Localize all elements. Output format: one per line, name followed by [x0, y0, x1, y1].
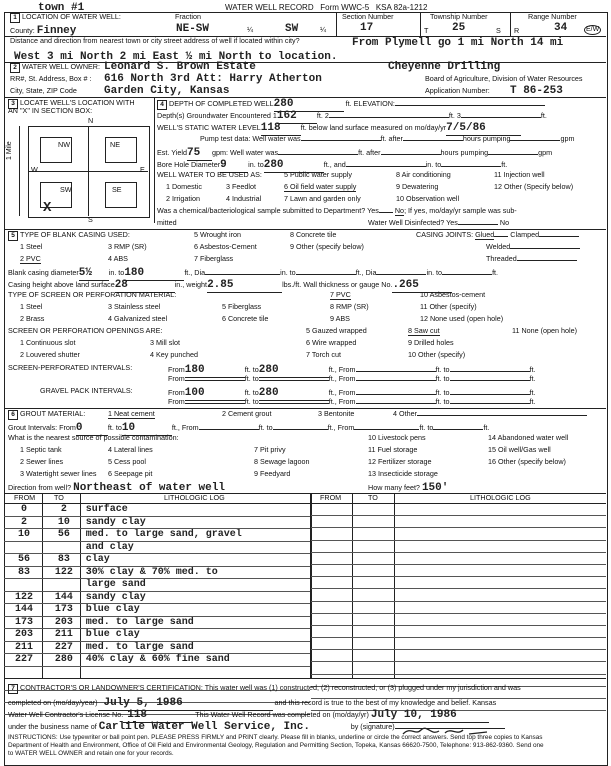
log-cell-from[interactable]: 10	[4, 529, 44, 542]
table-row	[311, 638, 606, 650]
north-label: N	[88, 116, 94, 125]
log-cell-from[interactable]	[311, 504, 355, 516]
log-cell-to[interactable]	[355, 589, 400, 601]
contam-fertilizer[interactable]: 12 Fertilizer storage	[368, 457, 432, 466]
log-cell-litho[interactable]: 30% clay & 70% med. to	[84, 566, 310, 579]
grout-bentonite[interactable]: 3 Bentonite	[318, 409, 355, 418]
log-cell-from[interactable]: 203	[4, 629, 44, 642]
table-row	[311, 662, 606, 674]
log-cell-from[interactable]	[4, 541, 44, 554]
log-cell-from[interactable]	[311, 552, 355, 564]
contam-lateral[interactable]: 4 Lateral lines	[108, 445, 153, 454]
contam-seepage[interactable]: 6 Seepage pit	[108, 469, 153, 478]
contam-livestock[interactable]: 10 Livestock pens	[368, 433, 426, 442]
table-row	[4, 641, 310, 654]
log-cell-litho[interactable]	[84, 666, 310, 678]
log-cell-to[interactable]: 2	[44, 504, 84, 516]
t-label: T	[424, 26, 429, 35]
log-cell-from[interactable]	[311, 650, 355, 662]
section-label: Section Number	[342, 12, 394, 21]
ne-label: NE	[110, 140, 120, 149]
grout-neat[interactable]: 1 Neat cement	[108, 409, 155, 418]
distance-label: Distance and direction from nearest town or city street address of well if located within city?	[10, 36, 300, 45]
screen-steel[interactable]: 1 Steel	[20, 302, 43, 311]
open-mill[interactable]: 3 Mill slot	[150, 338, 180, 347]
casing-steel[interactable]: 1 Steel	[20, 242, 43, 251]
use-label: WELL WATER TO BE USED AS:	[157, 170, 262, 179]
se-label: SE	[112, 185, 122, 194]
table-row	[311, 516, 606, 528]
well-mark: X	[43, 200, 52, 216]
table-row	[311, 589, 606, 601]
casing-pvc[interactable]: 2 PVC	[20, 254, 41, 263]
static-level-row: WELL'S STATIC WATER LEVEL118 ft. below land surface measured on mo/day/yr7/5/86	[157, 122, 521, 136]
instructions-1: INSTRUCTIONS: Use typewriter or ball point pen. PLEASE PRESS FIRMLY and PRINT clearly. Please fill in blanks, underline or circle the correct answers. Send top three copies to Kansas	[8, 734, 543, 741]
use-industrial[interactable]: 4 Industrial	[226, 194, 262, 203]
table-row	[4, 666, 310, 678]
open-continuous[interactable]: 1 Continuous slot	[20, 338, 76, 347]
use-observation[interactable]: 10 Observation well	[396, 194, 460, 203]
log-cell-from[interactable]	[311, 638, 355, 650]
log-cell-litho[interactable]	[399, 662, 606, 674]
sw-label: SW	[60, 185, 72, 194]
east-label: E	[140, 165, 145, 174]
log-cell-to[interactable]	[355, 528, 400, 540]
casing-concrete[interactable]: 8 Concrete tile	[290, 230, 337, 239]
table-row	[311, 577, 606, 589]
log-cell-from[interactable]	[311, 516, 355, 528]
nw-label: NW	[58, 140, 70, 149]
cert-completed: completed on (mo/day/year) July 5, 1986 and this record is true to the best of my knowledge and belief. Kansas	[8, 697, 497, 709]
screen-other[interactable]: 11 Other (specify)	[420, 302, 477, 311]
log-cell-from[interactable]: 0	[4, 504, 44, 516]
s-label: S	[496, 26, 501, 35]
top-field: town #1	[38, 2, 85, 14]
casing-wrought[interactable]: 5 Wrought iron	[194, 230, 242, 239]
screen-fiberglass[interactable]: 5 Fiberglass	[222, 302, 262, 311]
signature[interactable]	[395, 728, 505, 729]
log-cell-to[interactable]	[355, 650, 400, 662]
quarter-2: ¼	[320, 25, 326, 34]
open-drilled[interactable]: 9 Drilled holes	[408, 338, 454, 347]
screen-pvc[interactable]: 7 PVC	[330, 290, 351, 299]
application-value[interactable]: T 86-253	[510, 85, 563, 97]
city-label: City, State, ZIP Code	[10, 86, 77, 95]
log-cell-to[interactable]: 10	[44, 516, 84, 529]
use-other[interactable]: 12 Other (Specify below)	[494, 182, 574, 191]
log-cell-from[interactable]	[4, 666, 44, 678]
contam-oil-gas[interactable]: 15 Oil well/Gas well	[488, 445, 551, 454]
address-value[interactable]: 616 North 3rd Att: Harry Atherton	[104, 73, 322, 85]
log-cell-litho[interactable]	[399, 528, 606, 540]
log-cell-litho[interactable]: clay	[84, 554, 310, 567]
contam-abandoned[interactable]: 14 Abandoned water well	[488, 433, 569, 442]
yield-row: Est. Yield75 gpm: Well water was ft. after hours pumping gpm	[157, 147, 553, 159]
contam-other[interactable]: 16 Other (specify below)	[488, 457, 566, 466]
township-value[interactable]: 25	[452, 22, 466, 34]
casing-other[interactable]: 9 Other (specify below)	[290, 242, 364, 251]
contam-fuel[interactable]: 11 Fuel storage	[368, 445, 418, 454]
log-cell-to[interactable]	[355, 577, 400, 589]
log-cell-to[interactable]	[355, 662, 400, 674]
log-table-2	[311, 504, 606, 711]
address-label: RR#, St. Address, Box # :	[10, 74, 92, 83]
contam-label: What is the nearest source of possible contamination:	[8, 433, 179, 442]
log-cell-from[interactable]	[311, 528, 355, 540]
table-row	[311, 528, 606, 540]
log-cell-to[interactable]	[44, 579, 84, 592]
log-cell-litho[interactable]	[399, 589, 606, 601]
instructions-2: Department of Health and Environment, Office of Oil Field and Environmental Geology, Regulation and Permitting Section, Topeka, Kansas 66620-7500, Telephone: 913-862-9360. Send one	[8, 742, 544, 749]
township-label: Township Number	[430, 12, 488, 21]
log-cell-to[interactable]	[355, 564, 400, 576]
log-cell-to[interactable]	[44, 541, 84, 554]
use-dewatering[interactable]: 9 Dewatering	[396, 182, 439, 191]
lithologic-log	[4, 494, 606, 678]
table-row	[4, 504, 310, 516]
table-row	[4, 604, 310, 617]
board-label: Board of Agriculture, Division of Water Resources	[425, 74, 583, 83]
log-cell-from[interactable]: 211	[4, 641, 44, 654]
disinfected-row: Water Well Disinfected? Yes No	[368, 218, 510, 227]
log-cell-to[interactable]	[355, 625, 400, 637]
joints-welded[interactable]: Welded	[486, 243, 580, 251]
distance-value-1[interactable]: From Plymell go 1 mi North 14 mi	[352, 37, 564, 49]
direction-row: Direction from well? Northeast of water well	[8, 482, 225, 494]
use-injection[interactable]: 11 Injection well	[494, 170, 545, 179]
log-cell-litho[interactable]	[399, 504, 606, 516]
table-row	[4, 541, 310, 554]
gravel-row-1: From100 ft. to280 ft., From ft. to ft.	[168, 387, 536, 399]
log-from-header: FROM	[14, 493, 36, 502]
use-domestic[interactable]: 1 Domestic	[166, 182, 202, 191]
table-row	[4, 591, 310, 604]
log-cell-to[interactable]: 122	[44, 566, 84, 579]
table-row	[311, 564, 606, 576]
log-cell-from[interactable]	[311, 589, 355, 601]
table-row	[311, 504, 606, 516]
contam-cess[interactable]: 5 Cess pool	[108, 457, 146, 466]
mitted-text: mitted	[157, 218, 177, 227]
screen-brass[interactable]: 2 Brass	[20, 314, 45, 323]
r-label: R	[514, 26, 520, 35]
range-label: Range Number	[528, 12, 577, 21]
log-cell-litho[interactable]: blue clay	[84, 629, 310, 642]
groundwater-row: Depth(s) Groundwater Encountered 1162 ft. 2 ft. 3 ft.	[157, 110, 547, 122]
gravel-label: GRAVEL PACK INTERVALS:	[40, 386, 133, 395]
log-cell-to[interactable]	[355, 516, 400, 528]
log-from-header-2: FROM	[320, 493, 342, 502]
cert-business: under the business name of Carlile Water Well Service, Inc. by (signature)	[8, 721, 505, 734]
open-key[interactable]: 4 Key punched	[150, 350, 198, 359]
log-cell-litho[interactable]	[399, 564, 606, 576]
contam-pit[interactable]: 7 Pit privy	[254, 445, 286, 454]
feet-row: How many feet? 150'	[368, 482, 449, 494]
log-cell-from[interactable]: 56	[4, 554, 44, 567]
fraction-label: Fraction	[175, 12, 201, 21]
owner-name[interactable]: Leonard S. Brown Estate	[104, 61, 256, 73]
pump-test-row: Pump test data: Well water was ft. after hours pumping gpm	[200, 134, 575, 143]
log-cell-to[interactable]: 83	[44, 554, 84, 567]
log-cell-to[interactable]	[355, 552, 400, 564]
log-cell-from[interactable]	[311, 601, 355, 613]
log-cell-litho[interactable]	[399, 650, 606, 662]
log-litho-header-2: LITHOLOGIC LOG	[470, 493, 531, 502]
application-label: Application Number:	[425, 86, 490, 95]
open-saw-cut[interactable]: 8 Saw cut	[408, 326, 440, 335]
log-cell-to[interactable]: 56	[44, 529, 84, 542]
table-row	[4, 616, 310, 629]
log-cell-to[interactable]: 144	[44, 591, 84, 604]
perf-label: SCREEN-PERFORATED INTERVALS:	[8, 363, 133, 372]
log-cell-to[interactable]: 211	[44, 629, 84, 642]
use-oil-field[interactable]: 6 Oil field water supply	[284, 182, 357, 191]
table-row	[4, 566, 310, 579]
log-cell-from[interactable]: 2	[4, 516, 44, 529]
range-value[interactable]: 34	[554, 22, 568, 34]
log-cell-from[interactable]: 227	[4, 654, 44, 667]
grout-cement[interactable]: 2 Cement grout	[222, 409, 272, 418]
casing-asbestos[interactable]: 6 Asbestos-Cement	[194, 242, 257, 251]
log-cell-to[interactable]: 280	[44, 654, 84, 667]
log-cell-litho[interactable]	[399, 601, 606, 613]
owner-label: 2 WATER WELL OWNER:	[10, 63, 100, 73]
use-irrigation[interactable]: 2 Irrigation	[166, 194, 200, 203]
log-cell-from[interactable]: 83	[4, 566, 44, 579]
open-torch[interactable]: 7 Torch cut	[306, 350, 342, 359]
log-cell-to[interactable]	[355, 601, 400, 613]
table-row	[311, 552, 606, 564]
log-cell-litho[interactable]: surface	[84, 504, 310, 516]
south-label: S	[88, 215, 93, 224]
locate-label-1: 3 LOCATE WELL'S LOCATION WITH	[8, 99, 135, 109]
fraction-value[interactable]: NE-SW	[176, 23, 210, 35]
table-row	[311, 601, 606, 613]
log-cell-to[interactable]: 227	[44, 641, 84, 654]
contam-sewer[interactable]: 2 Sewer lines	[20, 457, 64, 466]
bore-row: Bore Hole Diameter9 in. to280 ft., and in. to ft.	[157, 159, 508, 171]
casing-fiberglass[interactable]: 7 Fiberglass	[194, 254, 234, 263]
openings-label: SCREEN OR PERFORATION OPENINGS ARE:	[8, 326, 163, 335]
contam-lagoon[interactable]: 8 Sewage lagoon	[254, 457, 310, 466]
log-cell-to[interactable]	[44, 666, 84, 678]
contam-feedyard[interactable]: 9 Feedyard	[254, 469, 291, 478]
screen-none[interactable]: 12 None used (open hole)	[420, 314, 504, 323]
west-label: W	[31, 165, 38, 174]
log-cell-litho[interactable]	[399, 552, 606, 564]
log-cell-litho[interactable]	[399, 613, 606, 625]
screen-asbestos[interactable]: 10 Asbestos-cement	[420, 290, 486, 299]
use-air[interactable]: 8 Air conditioning	[396, 170, 451, 179]
log-to-header-2: TO	[368, 493, 378, 502]
screen-concrete[interactable]: 6 Concrete tile	[222, 314, 269, 323]
log-cell-litho[interactable]: 40% clay & 60% fine sand	[84, 654, 310, 667]
screen-abs[interactable]: 9 ABS	[330, 314, 350, 323]
table-row	[4, 554, 310, 567]
log-cell-litho[interactable]: med. to large sand, gravel	[84, 529, 310, 542]
log-to-header: TO	[54, 493, 64, 502]
quarter-1: ¼	[247, 25, 253, 34]
gravel-row-2: From ft. to ft., From ft. to ft.	[168, 397, 536, 406]
log-cell-from[interactable]	[311, 540, 355, 552]
perf-row-2: From ft. to ft., From ft. to ft.	[168, 374, 536, 383]
mile-label: 1 Mile	[6, 141, 13, 160]
distance-value-2[interactable]: West 3 mi North 2 mi East ½ mi North to location.	[14, 51, 338, 63]
chem-row: Was a chemical/bacteriological sample submitted to Department? Yes No; If yes, mo/day/yr sample was sub-	[157, 206, 517, 215]
table-row	[4, 654, 310, 667]
log-cell-from[interactable]	[311, 662, 355, 674]
log-cell-litho[interactable]: med. to large sand	[84, 641, 310, 654]
table-row	[4, 516, 310, 529]
contam-septic[interactable]: 1 Septic tank	[20, 445, 62, 454]
log-cell-from[interactable]	[311, 564, 355, 576]
use-lawn[interactable]: 7 Lawn and garden only	[284, 194, 361, 203]
log-cell-to[interactable]	[355, 540, 400, 552]
table-row	[4, 629, 310, 642]
casing-rmp[interactable]: 3 RMP (SR)	[108, 242, 147, 251]
log-cell-from[interactable]: 144	[4, 604, 44, 617]
county-field[interactable]: County: Finney	[10, 25, 77, 37]
log-cell-litho[interactable]: and clay	[84, 541, 310, 554]
log-cell-litho[interactable]	[399, 516, 606, 528]
casing-label: 5 TYPE OF BLANK CASING USED:	[8, 231, 130, 241]
screen-galvanized[interactable]: 4 Galvanized steel	[108, 314, 168, 323]
fraction-value-2[interactable]: SW	[285, 23, 299, 35]
log-cell-from[interactable]: 122	[4, 591, 44, 604]
city-value[interactable]: Garden City, Kansas	[104, 85, 230, 97]
joints-threaded[interactable]: Threaded	[486, 255, 577, 263]
log-cell-litho[interactable]: blue clay	[84, 604, 310, 617]
table-row	[4, 529, 310, 542]
ew-circle[interactable]: E/W	[584, 25, 601, 35]
perf-row-1: From180 ft. to280 ft., From ft. to ft.	[168, 364, 536, 376]
log-litho-header: LITHOLOGIC LOG	[164, 493, 225, 502]
form-title: WATER WELL RECORD Form WWC-5 KSA 82a-1212	[225, 3, 428, 12]
section-value[interactable]: 17	[360, 22, 374, 34]
log-cell-to[interactable]	[355, 638, 400, 650]
cert-line-1: 7 CONTRACTOR'S OR LANDOWNER'S CERTIFICATION: This water well was (1) constructed, (2) reconstructed, or (3) plugged under my jurisdiction and was	[8, 684, 521, 694]
log-cell-from[interactable]: 173	[4, 616, 44, 629]
log-cell-to[interactable]: 173	[44, 604, 84, 617]
open-wire[interactable]: 6 Wire wrapped	[306, 338, 357, 347]
log-cell-litho[interactable]: med. to large sand	[84, 616, 310, 629]
log-cell-litho[interactable]: sandy clay	[84, 516, 310, 529]
table-row	[311, 650, 606, 662]
open-louvered[interactable]: 2 Louvered shutter	[20, 350, 80, 359]
contam-insecticide[interactable]: 13 Insecticide storage	[368, 469, 438, 478]
table-row	[311, 613, 606, 625]
screen-stainless[interactable]: 3 Stainless steel	[108, 302, 161, 311]
grout-other[interactable]: 4 Other	[393, 410, 587, 418]
cert-license: Water Well Contractor's License No. 118 This Water Well Record was completed on (mo/day/yr) July 10, 1986	[8, 709, 489, 723]
use-public[interactable]: 5 Public water supply	[284, 170, 352, 179]
depth-completed: 4 DEPTH OF COMPLETED WELL280 ft. ELEVATION:	[157, 98, 545, 112]
log-cell-from[interactable]	[4, 579, 44, 592]
table-row	[311, 625, 606, 637]
table-row	[4, 579, 310, 592]
log-cell-to[interactable]	[355, 613, 400, 625]
casing-abs[interactable]: 4 ABS	[108, 254, 128, 263]
log-cell-litho[interactable]	[399, 638, 606, 650]
contam-watertight[interactable]: 3 Watertight sewer lines	[20, 469, 97, 478]
screen-label: TYPE OF SCREEN OR PERFORATION MATERIAL:	[8, 290, 177, 299]
casing-dia-row: Blank casing diameter5½ in. to180 ft., Dia in. to ft., Dia in. to ft.	[8, 267, 499, 279]
location-label: 1 LOCATION OF WATER WELL:	[10, 13, 121, 23]
log-cell-from[interactable]	[311, 613, 355, 625]
log-cell-litho[interactable]: sandy clay	[84, 591, 310, 604]
log-cell-to[interactable]: 203	[44, 616, 84, 629]
log-cell-litho[interactable]	[399, 577, 606, 589]
screen-rmp[interactable]: 8 RMP (SR)	[330, 302, 369, 311]
joints-row: CASING JOINTS: Glued Clamped	[416, 231, 579, 239]
grout-intervals: Grout Intervals: From0 ft. to10 ft., From ft. to ft., From ft. to ft.	[8, 422, 490, 434]
locate-label-2: AN "X" IN SECTION BOX:	[8, 106, 93, 115]
use-feedlot[interactable]: 3 Feedlot	[226, 182, 256, 191]
log-cell-litho[interactable]	[399, 540, 606, 552]
instructions-3: to WATER WELL OWNER and retain one for your records.	[8, 750, 174, 757]
log-cell-from[interactable]	[311, 625, 355, 637]
log-cell-from[interactable]	[311, 577, 355, 589]
company-name[interactable]: Cheyenne Drilling	[388, 61, 501, 73]
casing-height-row: Casing height above land surface28 in., weight2.85 lbs./ft. Wall thickness or gauge No..265	[8, 279, 452, 293]
log-cell-to[interactable]	[355, 504, 400, 516]
log-cell-litho[interactable]: large sand	[84, 579, 310, 592]
open-none[interactable]: 11 None (open hole)	[512, 326, 577, 335]
open-other[interactable]: 10 Other (specify)	[408, 350, 466, 359]
table-row	[311, 540, 606, 552]
grout-label: 6 GROUT MATERIAL:	[8, 410, 85, 420]
open-gauzed[interactable]: 5 Gauzed wrapped	[306, 326, 367, 335]
log-cell-litho[interactable]	[399, 625, 606, 637]
